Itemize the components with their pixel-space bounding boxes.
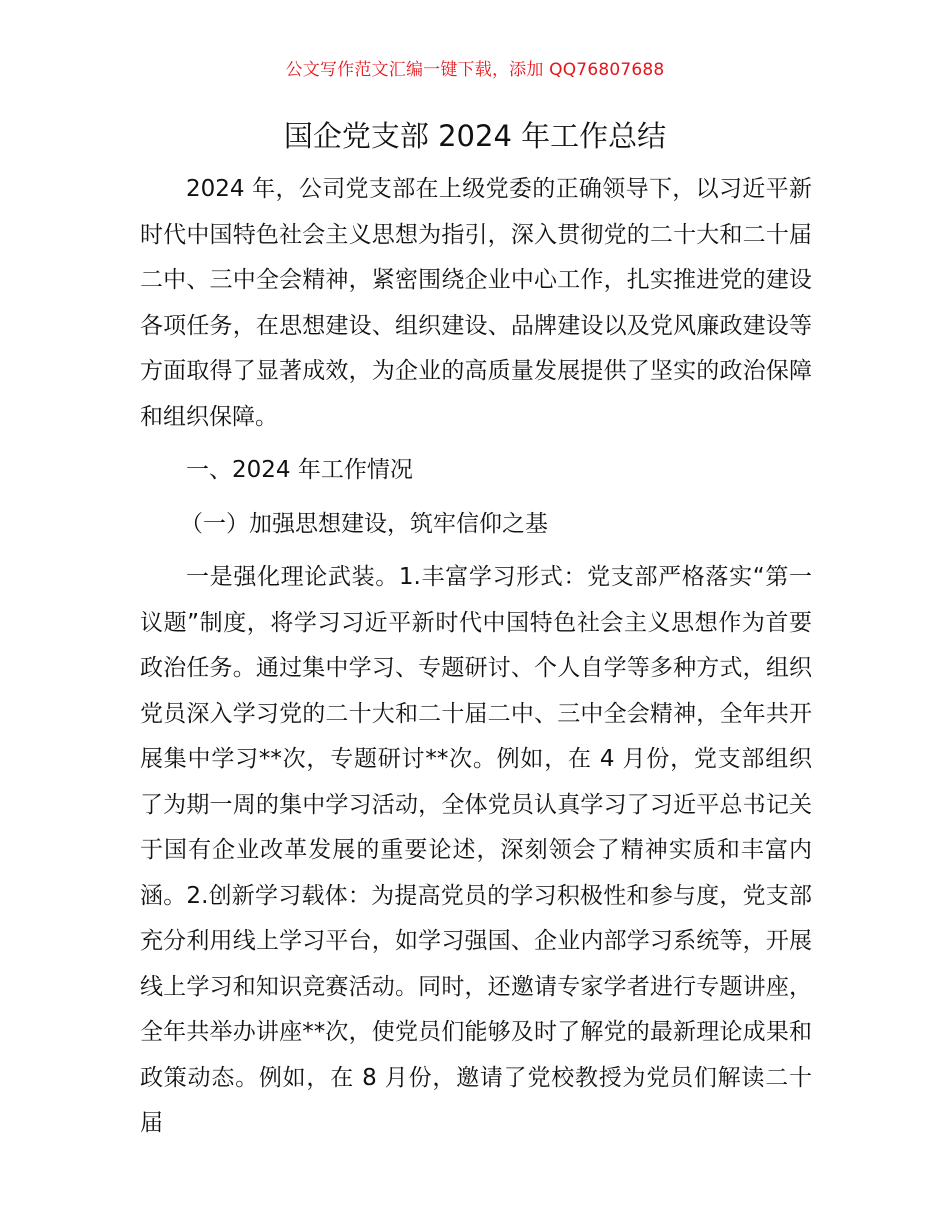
- section-heading: 一、2024 年工作情况: [186, 457, 413, 483]
- body-paragraph: 一是强化理论武装。1.丰富学习形式：党支部严格落实“第一议题”制度，将学习习近平新时代中国特色社会主义思想作为首要政治任务。通过集中学习、专题研讨、个人自学等多种方式，组织党员深入学习党的二十大和二十届二中、三中全会精神，全年共开展集中学习**次，专题研讨**次。例如，在 4 月份，党支部组织了为期一周的集中学习活动，全体党员认真学习了习近平总书记关于国有企业改革发展的重要论述，深刻领会了精神实质和丰富内涵。2.创新学习载体：为提高党员的学习积极性和参与度，党支部充分利用线上学习平台，如学习强国、企业内部学习系统等，开展线上学习和知识竞赛活动。同时，还邀请专家学者进行专题讲座，全年共举办讲座**次，使党员们能够及时了解党的最新理论成果和政策动态。例如，在 8 月份，邀请了党校教授为党员们解读二十届: [140, 564, 812, 1136]
- download-banner: 公文写作范文汇编一键下载，添加 QQ76807688: [285, 60, 665, 80]
- intro-paragraph: 2024 年，公司党支部在上级党委的正确领导下，以习近平新时代中国特色社会主义思想为指引，深入贯彻党的二十大和二十届二中、三中全会精神，紧密围绕企业中心工作，扎实推进党的建设各项任务，在思想建设、组织建设、品牌建设以及党风廉政建设等方面取得了显著成效，为企业的高质量发展提供了坚实的政治保障和组织保障。: [140, 176, 812, 430]
- document-title: 国企党支部 2024 年工作总结: [283, 119, 667, 153]
- document-body: [140, 167, 812, 1147]
- subsection-heading: （一）加强思想建设，筑牢信仰之基: [180, 510, 548, 537]
